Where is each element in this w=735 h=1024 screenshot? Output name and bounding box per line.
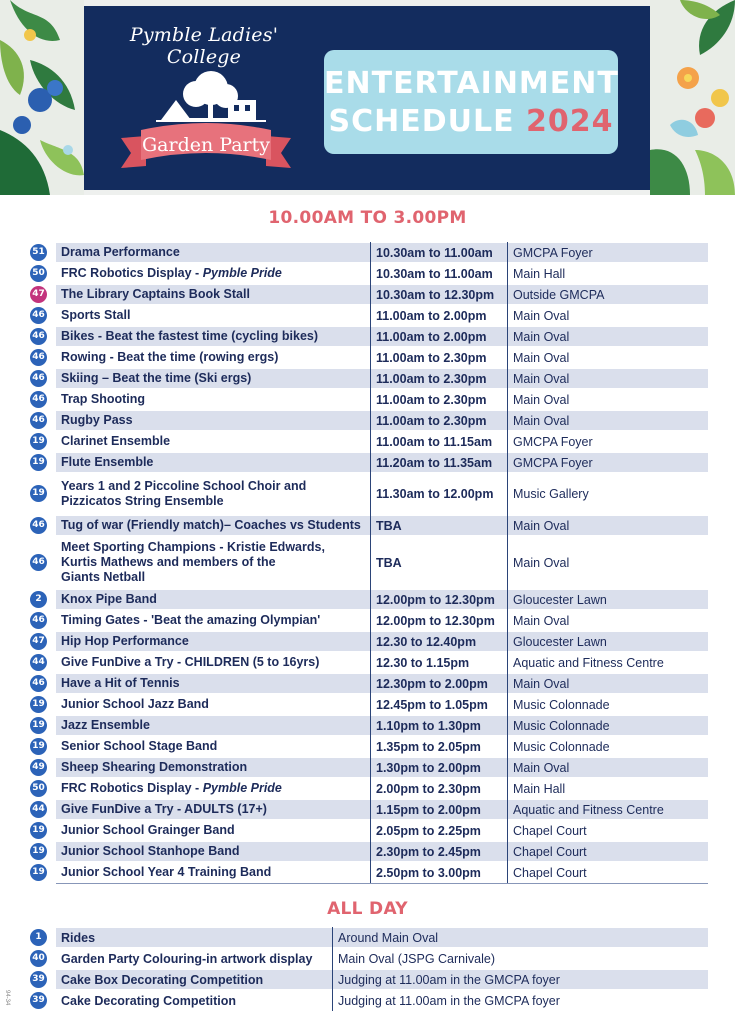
table-row	[0, 778, 735, 799]
activity-text	[61, 518, 361, 533]
list-item	[0, 969, 735, 990]
detail-cell: Main Oval (JSPG Carnivale)	[332, 948, 708, 969]
activity-text	[61, 287, 250, 302]
activity-cell: Cake Decorating Competition	[61, 993, 237, 1008]
activity-name: Tug of war (Friendly match)– Coaches vs Students	[61, 518, 361, 532]
left-floral-artwork	[0, 0, 84, 195]
map-number-badge: 46	[30, 554, 47, 571]
activity-cell	[56, 589, 370, 610]
activity-italic: Pymble Pride	[202, 781, 282, 795]
location-cell: Gloucester Lawn	[507, 589, 708, 610]
activity-cell	[56, 841, 370, 862]
activity-cell: Cake Box Decorating Competition	[61, 972, 264, 987]
map-number-badge: 1	[30, 929, 47, 946]
activity-cell	[56, 347, 370, 368]
map-number-badge: 46	[30, 412, 47, 429]
table-row	[0, 389, 735, 410]
activity-text	[61, 676, 180, 691]
activity-text	[61, 697, 209, 712]
activity-name: Junior School Jazz Band	[61, 697, 209, 711]
activity-text	[61, 479, 306, 509]
header-banner	[0, 0, 735, 195]
time-cell: 2.05pm to 2.25pm	[370, 820, 507, 841]
table-row	[0, 431, 735, 452]
location-cell: Music Gallery	[507, 473, 708, 515]
activity-text	[61, 308, 130, 323]
activity-text	[61, 455, 153, 470]
table-row	[0, 242, 735, 263]
time-cell: 12.00pm to 12.30pm	[370, 610, 507, 631]
title-panel	[84, 6, 650, 190]
time-cell: 11.00am to 2.30pm	[370, 410, 507, 431]
location-cell: GMCPA Foyer	[507, 452, 708, 473]
time-cell: 12.45pm to 1.05pm	[370, 694, 507, 715]
table-row	[0, 799, 735, 820]
activity-name: FRC Robotics Display -	[61, 781, 203, 795]
time-cell: 2.00pm to 2.30pm	[370, 778, 507, 799]
activity-cell	[56, 820, 370, 841]
activity-cell	[56, 862, 370, 883]
time-cell: 11.00am to 2.30pm	[370, 347, 507, 368]
activity-cell	[56, 631, 370, 652]
table-row	[0, 652, 735, 673]
title-schedule-word: SCHEDULE	[328, 104, 515, 139]
map-number-badge: 46	[30, 517, 47, 534]
activity-cell	[56, 799, 370, 820]
activity-cell	[56, 610, 370, 631]
activity-text	[61, 592, 157, 607]
time-cell: TBA	[370, 536, 507, 589]
time-cell: 10.30am to 11.00am	[370, 263, 507, 284]
table-bottom-rule	[56, 883, 708, 884]
activity-name-continued: Giants Netball	[61, 570, 146, 584]
schedule-heading: 10.00AM TO 3.00PM	[268, 208, 467, 228]
time-cell: 11.20am to 11.35am	[370, 452, 507, 473]
activity-name: Drama Performance	[61, 245, 180, 259]
activity-cell	[56, 673, 370, 694]
time-cell: 11.00am to 2.30pm	[370, 389, 507, 410]
side-code: 94-34	[4, 990, 10, 1006]
activity-cell	[56, 652, 370, 673]
location-cell: Main Oval	[507, 347, 708, 368]
activity-text	[61, 613, 320, 628]
location-cell: Gloucester Lawn	[507, 631, 708, 652]
map-number-badge: 19	[30, 717, 47, 734]
table-row	[0, 673, 735, 694]
activity-name: Give FunDive a Try - ADULTS (17+)	[61, 802, 267, 816]
activity-name: Rugby Pass	[61, 413, 133, 427]
activity-name: Clarinet Ensemble	[61, 434, 171, 448]
activity-name-continued: Pizzicatos String Ensemble	[61, 494, 224, 508]
title-entertainment: ENTERTAINMENT	[324, 66, 619, 101]
activity-cell	[56, 431, 370, 452]
activity-text	[61, 634, 189, 649]
map-number-badge: 47	[30, 633, 47, 650]
activity-text	[61, 266, 282, 281]
time-cell: 1.10pm to 1.30pm	[370, 715, 507, 736]
location-cell: GMCPA Foyer	[507, 431, 708, 452]
map-number-badge: 51	[30, 244, 47, 261]
map-number-badge: 44	[30, 654, 47, 671]
table-row	[0, 284, 735, 305]
location-cell: Main Hall	[507, 263, 708, 284]
activity-text	[61, 760, 247, 775]
location-cell: Main Oval	[507, 673, 708, 694]
activity-cell	[56, 242, 370, 263]
activity-text	[61, 413, 133, 428]
time-cell: 12.30 to 12.40pm	[370, 631, 507, 652]
activity-cell	[56, 452, 370, 473]
location-cell: GMCPA Foyer	[507, 242, 708, 263]
table-row	[0, 536, 735, 589]
map-number-badge: 19	[30, 822, 47, 839]
activity-name: Knox Pipe Band	[61, 592, 157, 606]
map-number-badge: 46	[30, 370, 47, 387]
activity-text	[61, 865, 271, 880]
activity-cell	[56, 778, 370, 799]
time-cell: TBA	[370, 515, 507, 536]
activity-name: Skiing – Beat the time (Ski ergs)	[61, 371, 252, 385]
location-cell: Chapel Court	[507, 841, 708, 862]
activity-name: Jazz Ensemble	[61, 718, 150, 732]
ribbon-label: Garden Party	[142, 134, 270, 156]
map-number-badge: 2	[30, 591, 47, 608]
map-number-badge: 19	[30, 864, 47, 881]
activity-name: Senior School Stage Band	[61, 739, 218, 753]
activity-name: Sheep Shearing Demonstration	[61, 760, 248, 774]
activity-name: Bikes - Beat the fastest time (cycling bikes)	[61, 329, 319, 343]
activity-name: Hip Hop Performance	[61, 634, 189, 648]
detail-cell: Judging at 11.00am in the GMCPA foyer	[332, 990, 708, 1011]
activity-cell	[56, 305, 370, 326]
time-cell: 11.00am to 2.30pm	[370, 368, 507, 389]
time-cell: 10.30am to 12.30pm	[370, 284, 507, 305]
activity-cell	[56, 536, 370, 589]
activity-cell	[56, 715, 370, 736]
table-row	[0, 347, 735, 368]
activity-text	[61, 245, 180, 260]
table-row	[0, 410, 735, 431]
time-cell: 11.00am to 11.15am	[370, 431, 507, 452]
table-row	[0, 631, 735, 652]
activity-cell	[56, 410, 370, 431]
map-number-badge: 39	[30, 971, 47, 988]
location-cell: Chapel Court	[507, 820, 708, 841]
location-cell: Main Oval	[507, 389, 708, 410]
activity-name: Years 1 and 2 Piccoline School Choir and	[61, 479, 307, 493]
location-cell: Main Oval	[507, 326, 708, 347]
map-number-badge: 49	[30, 759, 47, 776]
activity-cell	[56, 694, 370, 715]
activity-name-continued: Kurtis Mathews and members of the	[61, 555, 276, 569]
activity-cell	[56, 284, 370, 305]
activity-text	[61, 655, 319, 670]
location-cell: Chapel Court	[507, 862, 708, 883]
time-cell: 2.50pm to 3.00pm	[370, 862, 507, 883]
time-cell: 1.15pm to 2.00pm	[370, 799, 507, 820]
time-cell: 12.00pm to 12.30pm	[370, 589, 507, 610]
map-number-badge: 46	[30, 391, 47, 408]
time-cell: 12.30pm to 2.00pm	[370, 673, 507, 694]
detail-cell: Judging at 11.00am in the GMCPA foyer	[332, 969, 708, 990]
table-row	[0, 473, 735, 515]
time-cell: 11.00am to 2.00pm	[370, 305, 507, 326]
map-number-badge: 19	[30, 485, 47, 502]
location-cell: Main Oval	[507, 515, 708, 536]
location-cell: Main Oval	[507, 410, 708, 431]
activity-text	[61, 844, 239, 859]
table-row	[0, 589, 735, 610]
table-row	[0, 715, 735, 736]
table-row	[0, 326, 735, 347]
activity-name: Junior School Grainger Band	[61, 823, 235, 837]
location-cell: Music Colonnade	[507, 736, 708, 757]
college-logo-text: Pymble Ladies' College	[129, 24, 279, 68]
activity-name: Have a Hit of Tennis	[61, 676, 180, 690]
activity-cell	[56, 473, 370, 515]
garden-party-emblem	[106, 58, 306, 188]
activity-text	[61, 781, 282, 796]
list-item	[0, 990, 735, 1011]
map-number-badge: 19	[30, 433, 47, 450]
location-cell: Main Oval	[507, 536, 708, 589]
activity-cell	[56, 368, 370, 389]
location-cell: Main Hall	[507, 778, 708, 799]
title-year: 2024	[526, 104, 614, 139]
activity-cell	[56, 389, 370, 410]
map-number-badge: 46	[30, 349, 47, 366]
activity-name: Junior School Year 4 Training Band	[61, 865, 272, 879]
activity-cell	[56, 515, 370, 536]
activity-cell	[56, 736, 370, 757]
activity-text	[61, 718, 150, 733]
map-number-badge: 19	[30, 738, 47, 755]
time-cell: 1.35pm to 2.05pm	[370, 736, 507, 757]
map-number-badge: 46	[30, 307, 47, 324]
time-cell: 2.30pm to 2.45pm	[370, 841, 507, 862]
title-schedule	[324, 104, 618, 139]
activity-text	[61, 823, 235, 838]
map-number-badge: 46	[30, 612, 47, 629]
activity-name: Give FunDive a Try - CHILDREN (5 to 16yrs)	[61, 655, 320, 669]
table-row	[0, 841, 735, 862]
time-cell: 11.30am to 12.00pm	[370, 473, 507, 515]
list-item	[0, 927, 735, 948]
table-row	[0, 610, 735, 631]
activity-name: Timing Gates - 'Beat the amazing Olympian'	[61, 613, 321, 627]
activity-cell	[56, 757, 370, 778]
allday-heading: ALL DAY	[327, 899, 408, 919]
map-number-badge: 19	[30, 696, 47, 713]
activity-name: The Library Captains Book Stall	[61, 287, 250, 301]
table-row	[0, 305, 735, 326]
activity-cell	[56, 263, 370, 284]
table-row	[0, 452, 735, 473]
table-row	[0, 368, 735, 389]
map-number-badge: 46	[30, 675, 47, 692]
activity-text	[61, 329, 318, 344]
activity-cell	[56, 326, 370, 347]
location-cell: Main Oval	[507, 757, 708, 778]
schedule-table	[0, 242, 735, 884]
activity-name: Flute Ensemble	[61, 455, 154, 469]
activity-text	[61, 371, 251, 386]
activity-cell: Garden Party Colouring-in artwork display	[61, 951, 313, 966]
activity-text	[61, 434, 170, 449]
table-row	[0, 862, 735, 883]
location-cell: Main Oval	[507, 610, 708, 631]
location-cell: Music Colonnade	[507, 694, 708, 715]
map-number-badge: 44	[30, 801, 47, 818]
map-number-badge: 19	[30, 454, 47, 471]
time-cell: 10.30am to 11.00am	[370, 242, 507, 263]
location-cell: Aquatic and Fitness Centre	[507, 652, 708, 673]
activity-name: Meet Sporting Champions - Kristie Edwards,	[61, 540, 325, 554]
time-cell: 11.00am to 2.00pm	[370, 326, 507, 347]
map-number-badge: 39	[30, 992, 47, 1009]
allday-table	[0, 927, 735, 1011]
location-cell: Music Colonnade	[507, 715, 708, 736]
location-cell: Main Oval	[507, 305, 708, 326]
location-cell: Aquatic and Fitness Centre	[507, 799, 708, 820]
activity-name: Rowing - Beat the time (rowing ergs)	[61, 350, 279, 364]
activity-name: Junior School Stanhope Band	[61, 844, 240, 858]
activity-text	[61, 350, 278, 365]
schedule-title-box	[324, 50, 618, 154]
map-number-badge: 47	[30, 286, 47, 303]
detail-cell: Around Main Oval	[332, 927, 708, 948]
right-floral-artwork	[650, 0, 735, 195]
map-number-badge: 50	[30, 780, 47, 797]
activity-name: FRC Robotics Display -	[61, 266, 203, 280]
time-cell: 12.30 to 1.15pm	[370, 652, 507, 673]
activity-text	[61, 540, 325, 585]
activity-italic: Pymble Pride	[202, 266, 282, 280]
map-number-badge: 46	[30, 328, 47, 345]
list-item	[0, 948, 735, 969]
activity-text	[61, 802, 267, 817]
table-row	[0, 263, 735, 284]
activity-name: Sports Stall	[61, 308, 131, 322]
map-number-badge: 40	[30, 950, 47, 967]
activity-name: Trap Shooting	[61, 392, 146, 406]
table-row	[0, 694, 735, 715]
location-cell: Outside GMCPA	[507, 284, 708, 305]
map-number-badge: 19	[30, 843, 47, 860]
table-row	[0, 515, 735, 536]
table-row	[0, 820, 735, 841]
location-cell: Main Oval	[507, 368, 708, 389]
table-row	[0, 757, 735, 778]
activity-cell: Rides	[61, 930, 96, 945]
activity-text	[61, 739, 217, 754]
activity-text	[61, 392, 145, 407]
table-row	[0, 736, 735, 757]
time-cell: 1.30pm to 2.00pm	[370, 757, 507, 778]
map-number-badge: 50	[30, 265, 47, 282]
